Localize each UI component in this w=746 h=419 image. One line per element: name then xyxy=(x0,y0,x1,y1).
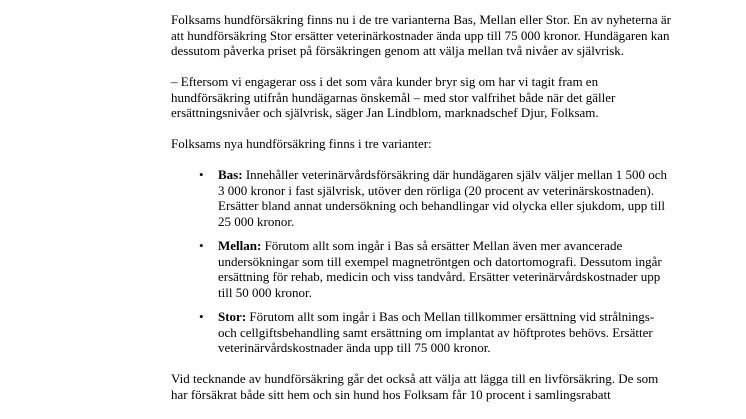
variants-intro-paragraph: Folksams nya hundförsäkring finns i tre varianter: xyxy=(171,136,432,151)
intro-paragraph: Folksams hundförsäkring finns nu i de tre varianterna Bas, Mellan eller Stor. En av nyheterna är att hundförsäkring Stor ersätter veterinärkostnader ända upp till 75 000 kronor. Hundägaren kan dessutom påverka priset på försäkringen genom att välja mellan två nivåer av självrisk. xyxy=(171,12,672,58)
list-item-label: Mellan: xyxy=(218,238,262,253)
quote-paragraph: – Eftersom vi engagerar oss i det som våra kunder bryr sig om har vi tagit fram en hundförsäkring utifrån hundägarnas önskemål – med stor valfrihet både när det gäller ersättningsnivåer och självrisk, säger Jan Lindblom, marknadschef Djur, Folksam. xyxy=(171,74,616,120)
list-item-label: Stor: xyxy=(218,309,247,324)
list-item-text: Innehåller veterinärvårdsförsäkring där hundägaren själv väljer mellan 1 500 och 3 000 kronor i fast självrisk, utöver den rörliga (20 procent av veterinärskostnaden). Ersätter bland annat undersökning och behandlingar vid olycka eller sjukdom, upp till 25 000 kronor. xyxy=(218,167,668,229)
list-item-text: Förutom allt som ingår i Bas och Mellan tillkommer ersättning vid strålnings- och cellgiftsbehandling samt ersättning om implantat av höftprotes behövs. Ersätter veterinärvårdskostnader ända upp till 75 000 kronor. xyxy=(218,309,655,355)
bullet-icon: • xyxy=(199,238,204,253)
list-item-bas xyxy=(199,167,671,229)
list-item-stor xyxy=(199,309,671,356)
life-insurance-paragraph: Vid tecknande av hundförsäkring går det också att välja att lägga till en livförsäkring. De som har försäkrat både sitt hem och sin hund hos Folksam får 10 procent i samlingsrabatt xyxy=(171,371,659,402)
document-page xyxy=(171,12,671,418)
list-item-mellan xyxy=(199,238,671,300)
variants-list xyxy=(171,167,671,356)
list-item-label: Bas: xyxy=(218,167,243,182)
bullet-icon: • xyxy=(199,167,204,182)
list-item-text: Förutom allt som ingår i Bas så ersätter Mellan även mer avancerade undersökningar som till exempel magnetröntgen och datortomografi. Dessutom ingår ersättning för rehab, medicin och viss tandvård. Ersätter veterinärvårdskostnader upp till 50 000 kronor. xyxy=(218,238,662,300)
bullet-icon: • xyxy=(199,309,204,324)
